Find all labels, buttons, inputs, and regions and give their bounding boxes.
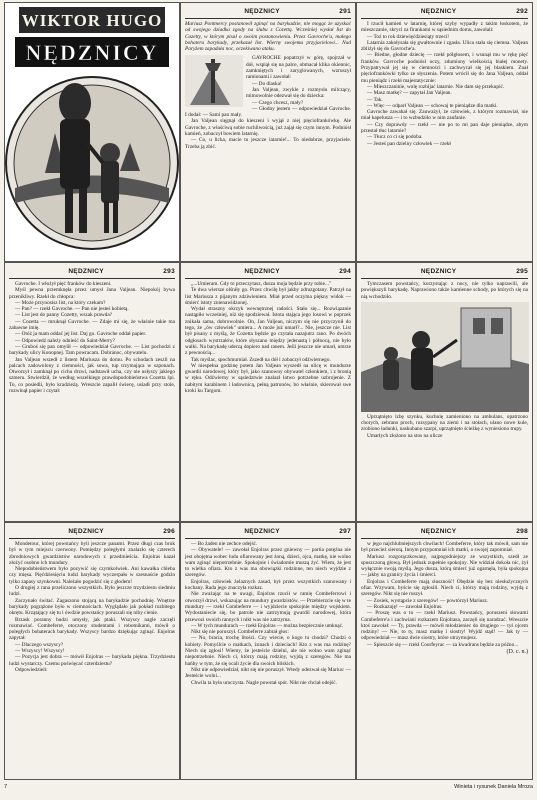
page-number: 295 bbox=[516, 268, 528, 275]
paragraph: — Spieszcie się — rzekł Courfeyrac — za kwadrans będzie za późno... bbox=[367, 641, 519, 648]
paragraph: Jan Valjean sięgnął do kieszeni i wyjął z niej pięciofrankówkę. Ale Gavroche, z właściwą sobie ruchliwością, już zajął się czym innym. Podniósł kamień, zobaczył bowiem latarnię. bbox=[185, 118, 351, 138]
page-number: 291 bbox=[339, 8, 351, 15]
panel-header bbox=[9, 266, 175, 277]
footer-credit: Winieta i rysunek Daniela Mroza bbox=[454, 784, 533, 790]
panel-293 bbox=[4, 262, 180, 522]
paragraph: — Rozkazuję! — zawołał Enjolras. bbox=[367, 603, 443, 610]
paragraph: — Pan? — rzekł Gavroche. — Pan nie jesteś kobietą. bbox=[15, 306, 129, 313]
illustration-lamp bbox=[185, 55, 243, 107]
paragraph: Chwila ta była uroczysta. Nagle powstał spór. Nikt nie chciał odejść. bbox=[191, 679, 337, 686]
paragraph: GAVROCHE popatrzył w górę, spojrzał w dół, wspiął się na palce, obmacał klika okiennic, zamkniętych i zaryglowanych, wzruszył ramionami i zawołał: bbox=[246, 55, 351, 81]
header-rule bbox=[361, 538, 528, 539]
paragraph: Brzask poranny budzi umysły, jak ptaki. Wszyscy nagle zaczęli rozmawiać. Combeferre, otoczony studentami i robotnikami, mówił o poległych bohaterach barykady. Wszyscy bardzo dziękując zginąć. Enjolras zapytał: bbox=[9, 616, 175, 642]
paragraph: — Masz matkę? — zapytał Jan Valjean. bbox=[367, 90, 452, 97]
paragraph: — Tak. bbox=[367, 96, 383, 103]
panel-298 bbox=[356, 522, 533, 780]
cover-title: NĘDZNICY bbox=[25, 40, 159, 65]
synopsis: Mariusz Pontmercy postanowił zginąć na barykadzie, nie mogąc że uzyskać od swojego dziadka zgody na ślubu z Cozettą. Wcześniej wysłał list do Cozetty, w którym pisał o swoim postanowieniu. Przez Gavroche'a, małego bohatera barykady, przekazał list. Wierny swojemu przyjacielowi... Nad Paryżem zapadała noc, oczekiwano ataku. bbox=[185, 21, 351, 53]
paragraph: Enjolras i Combeferre mają słuszność! Obędzie się bez niesłużycznych ofiar. Wzywam, byście się zgłosili. Niech ci, którzy mają rodziny, wyjdą z szeregów. Nikt się nie ruszył. bbox=[361, 578, 528, 598]
panel-header bbox=[361, 6, 528, 17]
paragraph: — Jesteś pan dzielny człowiek — rzekł bbox=[367, 140, 451, 147]
article-text bbox=[361, 541, 528, 648]
panel-296 bbox=[4, 522, 180, 780]
paragraph: — W tych mundurach — rzekł Enjolras — można bezpiecznie umknąć. bbox=[191, 622, 344, 629]
paragraph: — Cozetta — mruknął Gavroche. — Zdaje mi się, że właśnie takie ma zabawne imię. bbox=[9, 318, 175, 332]
panel-297 bbox=[180, 522, 356, 780]
cover-panel bbox=[4, 2, 180, 262]
paragraph: Mondetour, której powstańcy byli jeszcze panami. Przez długi czas bruk był w tym miejscu czerwony. Pomiędzy poległymi znalazło się czterech zbrodniowych gwardzistów narodowych z przedmieścia. Enjolras kazał złożyć osobno ich mundury. bbox=[9, 541, 175, 566]
paragraph: w jego najchlubniejszych chwilach! Combeferre, który tak mówił, sam nie był przecież sierotą. Innym przypomniał ich matki, o swojej zapomniał. bbox=[361, 541, 528, 554]
paragraph: Latarnia zakołysała się gwałtownie i zgasła. Ulica stała się ciemna. Valjean zbliżył się do Gavroche'a. bbox=[361, 39, 528, 53]
article-text bbox=[9, 281, 175, 394]
paragraph: — Biedne, głodne dziecię — rzekł półgłosem, i wsunął mu w rękę pięć franków. Gavroche podniósł oczy, zdumiony wielkością białej monety. Przypatrywał jej się w ciemności i zachwycał się jej blaskiem. Znał pięciofrankówki tylko ze słyszenia. Potem wrócił się do Jana Valjean, oddał mu pieniądz i rzekł majestatycznie: bbox=[361, 52, 528, 84]
paragraph: — Czego chcesz, mały? bbox=[252, 99, 304, 106]
paragraph: Enjolras, człowiek żelaznych zasad, był przez wszystkich szanowany i kochany. Rada jego znaczyła rozkaz. bbox=[185, 578, 351, 592]
paragraph: Uprzątnięto izbę szynku, kuchnię zamieniono na ambulans, opatrzono chorych, zebrano proch, rozsypany na ziemi i na stołach, ulano nowe kule, zrobiono ładunki, naskubano szarpi, uprzątnięto ścieżkę z wyniesiono trupy. bbox=[361, 413, 528, 433]
paragraph: Tymczasem powstańcy, korzystając z nocy, nie tylko naprawili, ale powiększyli barykadę. Naprawiono także kamienne schody, po których się na nią wchodziło. bbox=[361, 281, 528, 300]
paragraph: Mariusz rozgorączkowany, najpogodniejszy ze wszystkich, szedł ze spuszczoną głową. Był jednak zupełnie spokojny. Nie widział dokoła nic, żył wyłącznie swoją myślą. Jego dusza, którą śmierć już ogarnęła, była spokojna — jakby na granicy życia i śmierci. bbox=[361, 553, 528, 579]
paragraph: — Więc — odparł Valjean — schowaj te pieniądze dla matki. bbox=[367, 102, 498, 109]
paragraph: Umarłych złożono na stos na ulicze bbox=[367, 432, 443, 439]
paragraph: — Czy doprawdy — rzekł — nie po to mi pan daje pieniądze, abym przestał tłuc latarnie? bbox=[361, 121, 528, 135]
paragraph: — Mieszczaninie, wolę rozbijać latarnie. Nie dam się przekupić. bbox=[367, 83, 505, 90]
paragraph: — Otóż ja mam oddać jej list. Daj go. Gavroche oddał papier. bbox=[15, 331, 147, 338]
paragraph: Myśl pewna przemknęła przez umysł Jana Valjean. Niepokój bywa przenikliwy. Rzekł do chłopca: bbox=[9, 287, 175, 300]
cover-illustration bbox=[5, 3, 179, 261]
page-number: 296 bbox=[163, 528, 175, 535]
page-number: 294 bbox=[339, 268, 351, 275]
paragraph: — Dlaczego wszyscy? bbox=[15, 641, 64, 648]
paragraph: — Co, u licha, macie tu jeszcze latarnie!... To niedobrze, przyjaciele. Trzeba ją zbić. bbox=[185, 137, 351, 150]
illustration-barricade bbox=[361, 302, 529, 412]
page-footer bbox=[4, 782, 533, 792]
panel-header bbox=[9, 526, 175, 537]
paragraph: O drugiej z rana przeliczono wszystkich. Było jeszcze trzydziestu siedmiu ludzi. bbox=[9, 585, 175, 598]
series-title: NĘDZNICY bbox=[68, 268, 104, 275]
paragraph: — Zosiek, wystąpcie z szeregów! — powtórzył Mariusz. bbox=[367, 597, 489, 604]
paragraph: — Toż to rok dziewięćdziesiąty trzeci! bbox=[367, 33, 450, 40]
panel-294 bbox=[180, 262, 356, 522]
panel-292 bbox=[356, 2, 533, 262]
paragraph: W niespełna godzinę potem Jan Valjean wyszedł na ulicę w mundurze gwardii narodowej, który był, jako szanowny obywatel członkiem, i z bronią w ręku. Odźwierny w sąsiedztwie znalazł łatwo potrzebne uzbrojenie. Z nabitym karabinem i ładownicą, pełną patronów, bo właśnie, skierował swe kroki ku Targom. bbox=[185, 362, 351, 395]
paragraph: Tak myślac, spochmurniał. Zszedł na dół i zobaczył odźwiernego. bbox=[191, 356, 331, 363]
series-title: NĘDZNICY bbox=[244, 268, 280, 275]
header-rule bbox=[185, 18, 351, 19]
paragraph: Wydał straszny okrzyk wewnętrznej radości. Stało się... Rozwiązanie nastąpiło wcześniej, niż się spodziewał. Istota stająca jego losowi w poprzek znikała sama, dobrowolnie. On, Jan Valjean, niczym się nie przyczynił do tego, że „ów człowiek" umiera... A może już umarł?... Nie, jeszcze nie. List był pisany z myślą, że Cozetta będzie go czytała nazajutrz rano. Po dwóch odgłosach wystrzałów, które słyszano między jedenastą i północą, nie było walki. Na barykadę uderzą dopiero nad ranem. Jeśli jeszcze nie umarł, umrze z pewnością... bbox=[185, 306, 351, 357]
page-number: 292 bbox=[516, 8, 528, 15]
paragraph: — Obywatele! — zawołał Enjolras przez gniewny — partia potężna nie jest obojętna wobec ludu ofiarowany jest żoną, dzieci, ojca, matkę, nie wolno wam zginąć niepotrzebnie. Spokojnie i świadomie muszą żyć. Wiem, że jest to wielka ofiara. Kto z was ma obowiązki rodzinne, ten niech wyjdzie z szeregów. bbox=[185, 547, 351, 579]
cover-author: WIKTOR HUGO bbox=[21, 11, 163, 30]
series-title: NĘDZNICY bbox=[420, 528, 457, 535]
paragraph: Niepodobieństwem było pozywić się czymkolwiek. Ani kawałka chleba czy mięsa. Pięćdziesięciu ludzi barykady wyczerpało w szesnaście godzin tylko zapasy szynkowni. Należało pogodzić się z głodem! bbox=[9, 566, 175, 585]
paragraph: Jan Valjean wszedł z listem Mariusza do domu. Po schodach zeszli na palcach zadowolony z ciemności, jak sowa, tup trzymająca w szponach. Otworzył i zamknął po cichu drzwi, nadstawił ucha, czy nie usłyszy jakiego szmeru. Stwierdził, że według wszelkiego prawdopodobieństwa Cozetta śpi. To, co posiedli, było kradzieżą. Wreszcie zapalił świecę, usiadł przy stole, rozwinął papier i czytał: bbox=[9, 356, 175, 395]
paragraph: Zaczynało świtać. Zagaszono stojącą na barykadzie pochodnię. Wnętrze barykady pogrążone było w ciemnościach. Wyglądało jak pokład rozbitego okrętu. Krzątający się tu i ówdzie powstańcy poruszali się niby cienie. bbox=[9, 597, 175, 617]
panel-291 bbox=[180, 2, 356, 262]
paragraph: — Do diaska! bbox=[252, 80, 282, 87]
paragraph: — Proszę was o to — rzekł Mariusz. Powstańcy, poruszeni słowami Combeferre'a i zachwiani rozkazem Enjolrasa, zaczęli się naradzać. Wreszcie ktoś zawołał: — Ty, prawda — mówił młodzieniec do drugiego — tyś ojcem rodziny! — Nie, to ty, masz matkę i siostry! Wyjdź stąd! — Jak ty — odpowiedział — masz dwie siostry, które utrzymujesz. bbox=[361, 610, 528, 642]
page-number: 298 bbox=[516, 528, 528, 535]
article-text bbox=[361, 281, 528, 300]
article-text bbox=[361, 21, 528, 147]
header-rule bbox=[185, 538, 351, 539]
header-rule bbox=[185, 278, 351, 279]
article-text bbox=[9, 541, 175, 673]
panel-header bbox=[185, 266, 351, 277]
series-title: NĘDZNICY bbox=[244, 528, 280, 535]
page-number: 297 bbox=[339, 528, 351, 535]
paragraph: — No, bracia, trochę litości. Czy wiecie, o kogo tu chodzi? Chodzi o kobiety. Pomyślcie o matkach, żonach i dzieciach! Kto z was ma rodzinę? Niech się zgłosi! Wiemy, że jesteście dzielni, ale nie wolno wam zginąć niepotrzebnie. Niech ci, którzy mają rodziny, wyjdą z szeregów. Nie ma hańby w tym, że się ocali życie dla swoich bliskich. bbox=[185, 635, 351, 667]
paragraph: — Może przynosisz list, na który czekam? bbox=[15, 299, 106, 306]
article-text bbox=[185, 281, 351, 394]
paragraph: — Głodny jestem — odpowiedział Gavroche. I dodał: — Sami pan mały. bbox=[185, 105, 351, 119]
paragraph: Gavroche zawahał się. Zauważył, że człowiek, z którym rozmawiał, nie miał kapelusza — i to wzbudziło w nim zaufanie. bbox=[361, 109, 528, 122]
to-be-continued: (D. c. n.) bbox=[506, 649, 528, 656]
paragraph: — Bo żaden nie zechce odejść. bbox=[191, 541, 258, 547]
paragraph: Odpowiedzieli: bbox=[15, 666, 48, 673]
article-text bbox=[361, 414, 528, 439]
header-rule bbox=[361, 18, 528, 19]
panel-header bbox=[361, 266, 528, 277]
series-title: NĘDZNICY bbox=[420, 268, 457, 275]
series-title: NĘDZNICY bbox=[244, 8, 280, 15]
paragraph: — Wszyscy! Wszyscy! bbox=[15, 648, 65, 655]
panel-header bbox=[185, 6, 351, 17]
header-rule bbox=[9, 278, 175, 279]
paragraph: Gavroche. I włożył pięć franków do kieszeni. bbox=[15, 281, 112, 287]
series-title: NĘDZNICY bbox=[420, 8, 457, 15]
panel-295 bbox=[356, 262, 533, 522]
page bbox=[4, 2, 533, 792]
paragraph: Nie zważając na te uwagi, Enjolras rzucił w ramię Combeferrowi i otworzył drzwi, wskazując na mundury gwardzistów. — Przebierzcie się w te mundury — rzekł Combeferre — i wyjdziecie spokojnie między wojskiem. Wydostaniecie się, bo patrole nie zatrzymują gwardii narodowej, która przewozi swoich rannych i nikt was nie zatrzyma. bbox=[185, 591, 351, 623]
header-rule bbox=[9, 538, 175, 539]
header-rule bbox=[361, 278, 528, 279]
panel-header bbox=[361, 526, 528, 537]
paragraph: Nikt nie odpowiedział, nikt się nie poruszył. Wtedy odezwał się Marius: — Jesteście wolni... bbox=[185, 666, 351, 680]
panel-header bbox=[185, 526, 351, 537]
paragraph: — List jest do panny Cozetty, wszak prawda? bbox=[15, 312, 113, 319]
paragraph: Jan Valjean, zwykle z rozmysłu milczący, mimowolnie odezwał się do dziecka: bbox=[246, 86, 351, 100]
article-text bbox=[185, 541, 351, 686]
comic-grid bbox=[4, 2, 533, 780]
series-title: NĘDZNICY bbox=[68, 528, 104, 535]
paragraph: — Odpowiedź należy odnieść do Saint-Merry? bbox=[15, 337, 115, 344]
paragraph: Nikt się nie poruszył. Combeferre zabrał głos: bbox=[191, 629, 289, 636]
paragraph: — Tłucz co ci się podoba. bbox=[367, 134, 423, 141]
paragraph: Te dwa wiersze olśniły go. Przez chwilę był jakby zdruzgotany. Patrzył na list Mariusza z pijanym zdziwieniem. Miał przed oczyma piękny widok — śmierć istoty znienawidzonej. bbox=[185, 287, 351, 306]
page-number: 293 bbox=[163, 268, 175, 275]
paragraph: — Gruboś się pan omylił — odpowiedział Gavroche. — List pochodzi z barykady ulicy Konopnej. Tam powracam. Dobranoc, obywatelu. bbox=[9, 343, 175, 357]
paragraph: — Pozycja jest dobra — mówił Enjolras — barykada piękna. Trzydziestu ludzi wystarczy. Czemu poświęcać czterdziestu? bbox=[9, 654, 175, 667]
footer-page-number: 7 bbox=[4, 784, 8, 790]
paragraph: „...Umieram. Gdy to przeczytasz, dusza moja będzie przy tobie..." bbox=[191, 281, 332, 287]
paragraph: I rzucił kamień w latarnię, której szyby wypadły z takim łoskotem, że mieszczanie, skryci za firankami w sąsiednim domu, zawołali: bbox=[361, 21, 528, 34]
